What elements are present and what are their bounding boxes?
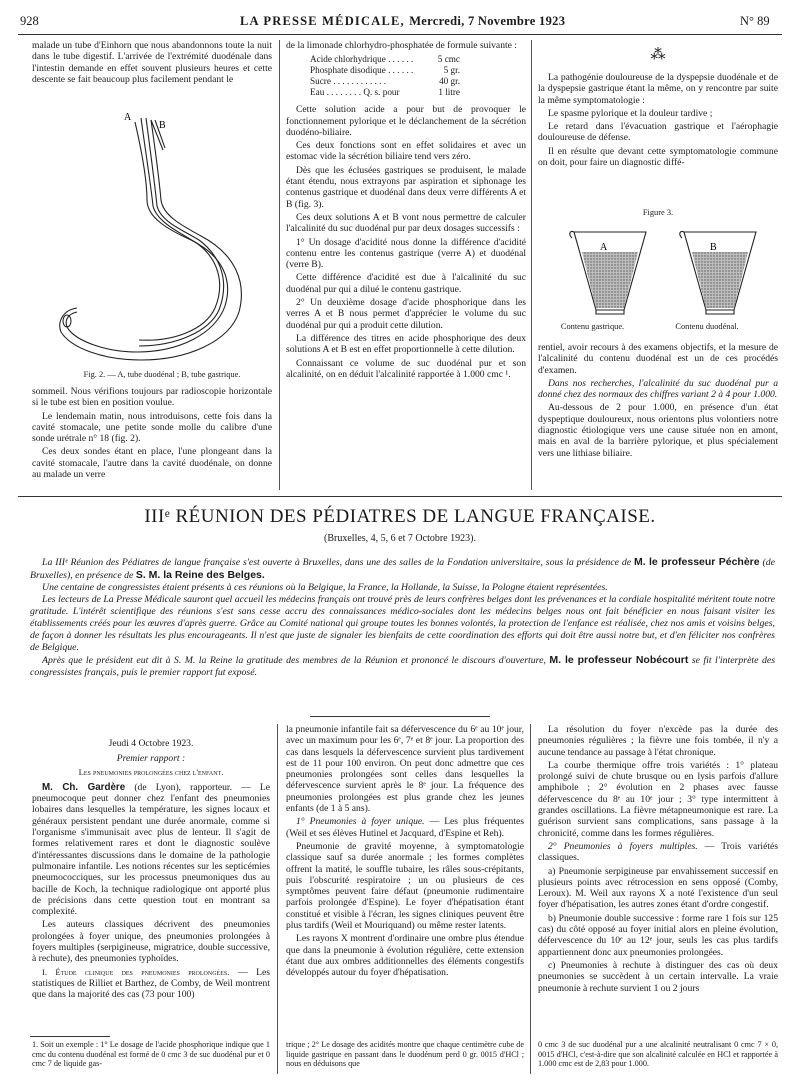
column-divider-3 [277, 724, 278, 1074]
col2-paragraph-5: Ces deux solutions A et B vont nous permettre de calculer l'alcalinité du suc duodénal pur par deux dosages successifs : [286, 211, 526, 235]
report-subheading: Les pneumonies prolongées chez l'enfant. [78, 766, 224, 777]
short-rule [310, 716, 490, 717]
page-number: 928 [20, 14, 39, 28]
section-intro [30, 556, 775, 679]
column-divider-2 [531, 40, 532, 490]
intro-paragraph-1: La IIIᵉ Réunion des Pédiatres de langue française s'est ouverte à Bruxelles, dans une des salles de la Fondation universitaire, sous la présidence de M. le professeur Péchère (de Bruxelles), en présence de S. M. la Reine des Belges. [30, 556, 775, 581]
fig3-label-a: A [600, 242, 608, 253]
header-rule [18, 34, 782, 35]
figure-3-caption-b: Contenu duodénal. [675, 322, 739, 331]
col2-paragraph-7: Cette différence d'acidité est due à l'alcalinité du suc duodénal pur qui a dilué le contenu gastrique. [286, 272, 526, 295]
col1-paragraph-3: Le lendemain matin, nous introduisons, cette fois dans la cavité stomacale, une petite sonde molle du calibre d'une sonde urétrale n° 18 (fig. 2). [32, 410, 272, 445]
column-divider-1 [279, 40, 280, 490]
section-rule [18, 496, 782, 497]
col6-paragraph-1: La résolution du foyer n'excède pas la durée des pneumonies régulières ; la fièvre une fois tombée, il n'y a aucune tendance au passage à l'état chronique. [538, 724, 778, 758]
col3-paragraph-4: Il en résulte que devant cette symptomatologie commune on doit, pour faire un diagnostic diffé- [538, 145, 778, 169]
issue-number: N° 89 [740, 14, 770, 28]
intro-paragraph-2: Une centaine de congressistes étaient présents à ces réunions où la Belgique, la France, la Hollande, la Suisse, la Pologne étaient représentées. [42, 582, 608, 593]
column-1 [32, 40, 272, 87]
journal-title: LA PRESSE MÉDICALE, Mercredi, 7 Novembre 1923 [240, 14, 566, 28]
figure-2-caption: Fig. 2. — A, tube duodénal ; B, tube gastrique. [83, 370, 241, 379]
col2-paragraph-2: Cette solution acide a pour but de provoquer le fonctionnement pylorique et le déclanchement de la sécrétion duodéno-biliaire. [286, 104, 526, 138]
intro-paragraph-4: Après que le président eut dit à S. M. la Reine la gratitude des membres de la Réunion et prononcé le discours d'ouverture, M. le professeur Nobécourt se fit l'interprète des congressistes français, puis le premier rapport fut exposé. [30, 654, 776, 678]
col2-paragraph-9: La différence des titres en acide phosphorique des deux solutions A et B est en effet proportionnelle à cette dilution. [286, 332, 526, 356]
fig2-label-a: A [124, 112, 132, 123]
fig3-label-b: B [710, 242, 717, 253]
column-5 [286, 724, 524, 981]
footnote-col5: trique ; 2° Le dosage des acidités montre que chaque centimètre cube de liquide gastrique en passant dans le duodénum perd 0 gr. 0015 d'HCl ; nous en déduisons que [286, 1040, 524, 1069]
col2-paragraph-8: 2° Un deuxième dosage d'acide phosphorique dans les verres A et B nous permet d'apprécier le volume du suc duodénal pur qui a produit cette dilution. [286, 297, 526, 331]
col2-paragraph-3: Ces deux fonctions sont en effet solidaires et avec un estomac vide la sécrétion biliaire tend vers zéro. [286, 140, 526, 163]
figure-3-glasses-diagram [560, 222, 770, 322]
footnote-col6: 0 cmc 3 de suc duodénal pur a une alcalinité neutralisant 0 cmc 7 × 0, 0015 d'HCl, c'est-à-dire que son alcalinité calculée en HCl et rapportée à 1.000 cmc est de 2,83 pour 1.000. [538, 1040, 778, 1069]
figure-3-title: Figure 3. [642, 208, 674, 217]
formula-row: Phosphate disodique . . . . . . 5 gr. [310, 65, 460, 76]
col1-paragraph-4: Ces deux sondes étant en place, l'une plongeant dans la cavité stomacale, l'autre dans la cavité duodénale, on donne au malade un verre [32, 446, 272, 481]
col4-paragraph-3: I. Étude clinique des pneumonies prolongées. — Les statistiques de Rilliet et Barthez, de Comby, de Weil montrent que dans la majorité des cas (73 pour 100) [32, 966, 270, 1001]
column-1-bottom [32, 386, 272, 482]
col6-paragraph-3: 2° Pneumonies à foyers multiples. — Trois variétés classiques. [538, 840, 779, 864]
col6-paragraph-2: La courbe thermique offre trois variétés : 1° plateau prolongé suivi de chute brusque ou en lysis parfois d'allure amphibole ; 2° évolution en 2 phases avec fausse défervescence du 8ᵉ au 10ᵉ jour ; 3° type intermittent à grandes oscillations. La fièvre métapneumonique est rare. La guérison survient sans complications, sans passage à la chronicité, comme dans les formes régulières. [538, 759, 778, 839]
col3-paragraph-1: La pathogénie douloureuse de la dyspepsie duodénale et de la dyspepsie gastrique étant la même, on y rencontre par suite la même symptomatologie : [538, 72, 778, 106]
report-heading: Premier rapport : [116, 753, 186, 765]
column-3 [538, 40, 778, 170]
formula-row: Eau . . . . . . . . Q. s. pour 1 litre [310, 87, 460, 98]
section-subtitle: (Bruxelles, 4, 5, 6 et 7 Octobre 1923). [324, 533, 476, 544]
footnote-rule [30, 1036, 110, 1037]
figure-2-tubes-diagram [55, 108, 270, 366]
section-title: IIIᵉ RÉUNION DES PÉDIATRES DE LANGUE FRANÇAISE. [144, 506, 656, 527]
col5-paragraph-1: la pneumonie infantile fait sa défervescence du 6ᵉ au 10ᵉ jour, avec un maximum pour les 6ᵉ, 7ᵉ et 8ᵉ jour. La proportion des cas dans lesquels la défervescence survient plus tardivement est de 11 pour 100 environ. On peut donc admettre que ces pneumonies prolongées sont celles dans lesquelles la défervescence survient après le 8ᵉ jour. La fréquence des pneumonies prolongées est plus grande chez les jeunes enfants (de 1 à 5 ans). [286, 724, 524, 815]
formula-row: Sucre . . . . . . . . . . . . 40 gr. [310, 76, 460, 87]
col1-paragraph-2: sommeil. Nous vérifions toujours par radioscopie horizontale si le tube est bien en position voulue. [32, 386, 272, 409]
col2-paragraph-6: 1° Un dosage d'acidité nous donne la différence d'acidité contenu entre les contenus gastrique (verre A) et duodénal (verre B). [286, 236, 526, 271]
col6-paragraph-5: b) Pneumonie double successive : forme rare 1 fois sur 125 cas) du côté opposé au foyer initial alors en pleine évolution, défervescence du 10ᵉ au 12ᵉ jour, seuls les cas plus tardifs appartiennent donc aux pneumonies prolongées. [538, 912, 778, 958]
figure-3-caption-a: Contenu gastrique. [560, 322, 625, 331]
col2-paragraph-10: Connaissant ce volume de suc duodénal pur et son alcalinité, on en déduit l'alcalinité rapportée à 1.000 cmc ¹. [286, 357, 526, 380]
formula-list [310, 54, 526, 98]
fig2-label-b: B [159, 120, 166, 131]
col3-paragraph-6: Dans nos recherches, l'alcalinité du suc duodénal pur a donné chez des normaux des chiffres variant 2 à 4 pour 1.000. [538, 377, 778, 401]
formula-row: Acide chlorhydrique . . . . . . 5 cmc [310, 54, 460, 65]
col4-paragraph-2: Les auteurs classiques décrivent des pneumonies prolongées à foyer unique, des pneumonies prolongées à foyers multiples (serpigineuse, migratrice, double successive, à rechute), des pneumonies typhoïdes. [32, 919, 270, 965]
column-6 [538, 724, 778, 996]
col5-paragraph-4: Les rayons X montrent d'ordinaire une ombre plus étendue que dans la pneumonie à évolution régulière, cette extension étant due aux ombres additionnelles des éléments congestifs développés autour du foyer d'hépatisation. [286, 933, 524, 979]
col6-paragraph-4: a) Pneumonie serpigineuse par envahissement successif en plusieurs points avec rétrocession en sens opposé (Comby, Leroux). M. Weil aux rayons X a noté l'existence d'un seul foyer d'hépatisation, les autres zones étant d'ordre congestif. [538, 865, 778, 911]
column-divider-4 [530, 724, 531, 1074]
column-2 [286, 40, 526, 382]
col6-paragraph-6: c) Pneumonies à rechute à distinguer des cas où deux pneumonies se succèdent à un certain intervalle. La vraie pneumonie à rechute survient 1 ou 2 jours [538, 959, 778, 994]
col3-paragraph-3: Le retard dans l'évacuation gastrique et l'aérophagie douloureuse de défense. [538, 121, 778, 144]
footnote-col4: 1. Soit un exemple : 1° Le dosage de l'acide phosphorique indique que 1 cmc du contenu duodénal est formé de 0 cmc 3 de suc duodénal pur et 0 cmc 7 de liquide gas- [32, 1040, 270, 1069]
column-4 [32, 738, 270, 1003]
col5-paragraph-2: 1° Pneumonies à foyer unique. — Les plus fréquentes (Weil et ses élèves Hutinel et Jacquard, d'Espine et Reh). [286, 816, 525, 839]
col3-paragraph-7: Au-dessous de 2 pour 1.000, en présence d'un état dyspeptique douloureux, nous orientons plus volontiers notre diagnostic étiologique vers une cause située non en amont, mais en aval de la barrière pylorique, et plus spécialement vers une lithiase biliaire. [538, 402, 778, 459]
col2-paragraph-4: Dès que les éclusées gastriques se produisent, le malade étant étendu, nous extrayons par aspiration et siphonage les contenus gastrique et duodénal dans deux verre différents A et B (fig. 3). [286, 164, 526, 210]
col2-paragraph-1: de la limonade chlorhydro-phosphatée de formule suivante : [286, 40, 517, 51]
intro-paragraph-3: Les lecteurs de La Presse Médicale sauront quel accueil les médecins français ont trouvé près de leurs confrères belges dont les prévenances et la cordiale hospitalité méritent toute notre gratitude. L'intérêt scientifique des réunions s'est sans cesse accru des connaissances médico-sociales dont les médecins belges nous ont fait bénéficier en nous faisant visiter les établissements créés pour les œuvres d'après guerre. Grâce au Comité national qui groupe toutes les bonnes volontés, la protection de l'enfance est réalisée, chez nos amis et voisins belges, de façon à donner les résultats les plus encourageants. Il n'est que juste de signaler les bienfaits de cette coordination des efforts qui doit être aussi notre but, et d'en féliciter nos confrères de Belgique. [30, 594, 775, 653]
col3-paragraph-5: rentiel, avoir recours à des examens objectifs, et la mesure de l'alcalinité du contenu duodénal est un de ces procédés d'examen. [538, 342, 778, 376]
column-3-bottom [538, 342, 778, 461]
section-stars: ⁂ [650, 47, 666, 63]
col1-paragraph-1: malade un tube d'Einhorn que nous abandonnons toute la nuit dans le tube digestif. L'arrivée de l'extrémité duodénale dans l'intestin demande en effet souvent plusieurs heures et cette descente se fait beaucoup plus facilement pendant le [32, 40, 272, 85]
col3-paragraph-2: Le spasme pylorique et la douleur tardive ; [548, 107, 713, 119]
report-date: Jeudi 4 Octobre 1923. [108, 738, 194, 749]
col5-paragraph-3: Pneumonie de gravité moyenne, à symptomatologie classique sauf sa durée anormale ; les formes complètes offrent la matité, le souffle tubaire, les râles sous-crépitants, puis l'obscurité respiratoire ; un ou plusieurs de ces symptômes peuvent faire défaut (pneumonie rudimentaire parfois prolongée d'Espine). Le foyer d'hépatisation étant constitué et visible à l'écran, les signes cliniques peuvent être plus tardifs (Weil et Mouriquand) ou même rester latents. [286, 840, 524, 932]
col4-paragraph-1: M. Ch. Gardère (de Lyon), rapporteur. — Le pneumocoque peut donner chez l'enfant des pneumonies lobaires dans lesquelles la température, les signes locaux et généraux persistent pendant une durée anormale, comme si l'organisme s'immunisait avec plus de lenteur. Il s'agit de formes relativement rares et dont le diagnostic soulève d'intéressantes discussions dans le domaine de la pathologie pulmonaire infantile. Les notions récentes sur les septicémies pneumococciques, sur les processus pneumoniques dus au bacille de Koch, la technique radiologique ont apporté plus de précisions dans cette question tout en montrant sa complexité. [32, 781, 270, 918]
